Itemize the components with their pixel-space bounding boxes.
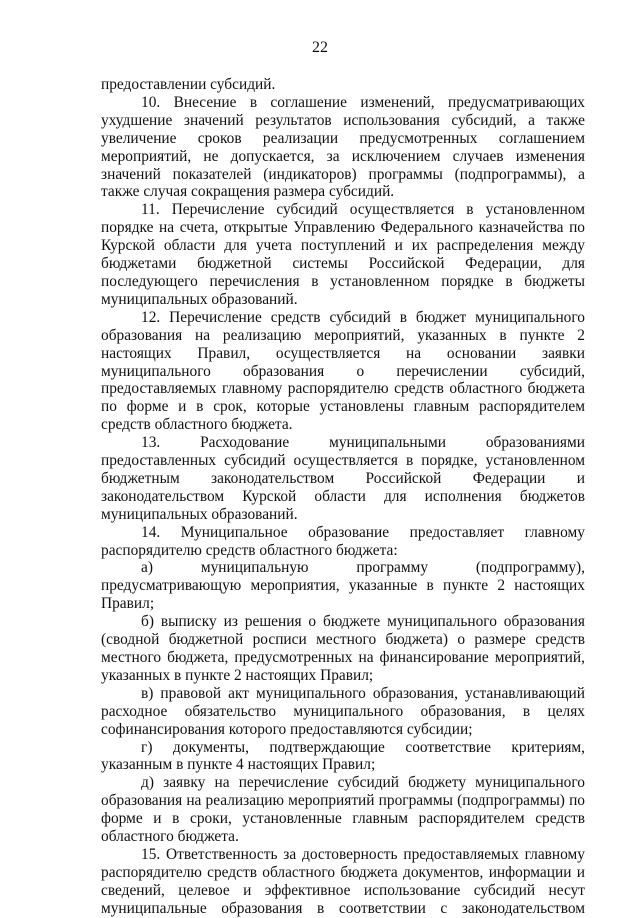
list-item-b: б) выписку из решения о бюджете муниципального образования (сводной бюджетной росписи местного бюджета) о размере средств местного бюджета, предусмотренных на финансирование мероприятий, указанных в пункте 2 настоящих Правил; bbox=[101, 613, 585, 684]
paragraph-11: 11. Перечисление субсидий осуществляется в установленном порядке на счета, открытые Управлению Федерального казначейства по Курской области для учета поступлений и их распределения между бюджетами бюджетной системы Российской Федерации, для последующего перечисления в установленном порядке в бюджеты муниципальных образований. bbox=[101, 201, 585, 308]
paragraph-10: 10. Внесение в соглашение изменений, предусматривающих ухудшение значений результатов использования субсидий, а также увеличение сроков реализации предусмотренных соглашением мероприятий, не допускается, за исключением случаев изменения значений показателей (индикаторов) программы (подпрограммы), а также случая сокращения размера субсидий. bbox=[101, 93, 585, 201]
paragraph-14: 14. Муниципальное образование предоставляет главному распорядителю средств областного бюджета: bbox=[101, 523, 585, 559]
paragraph-13: 13. Расходование муниципальными образованиями предоставленных субсидий осуществляется в порядке, установленном бюджетным законодательством Российской Федерации и законодательством Курской области для исполнения бюджетов муниципальных образований. bbox=[101, 434, 585, 523]
list-item-v: в) правовой акт муниципального образования, устанавливающий расходное обязательство муниципального образования, в целях софинансирования которого предоставляются субсидии; bbox=[101, 684, 585, 738]
page-number: 22 bbox=[312, 39, 328, 56]
paragraph-12: 12. Перечисление средств субсидий в бюджет муниципального образования на реализацию мероприятий, указанных в пункте 2 настоящих Правил, осуществляется на основании заявки муниципального образования о перечислении субсидий, предоставляемых главному распорядителю средств областного бюджета по форме и в срок, которые установлены главным распорядителем средств областного бюджета. bbox=[101, 308, 585, 434]
paragraph-15: 15. Ответственность за достоверность предоставляемых главному распорядителю средств областного бюджета документов, информации и сведений, целевое и эффективное использование субсидий несут муниципальные образования в соответствии с законодательством bbox=[101, 845, 585, 917]
document-body bbox=[101, 76, 585, 918]
list-item-g: г) документы, подтверждающие соответствие критериям, указанным в пункте 4 настоящих Правил; bbox=[101, 738, 585, 774]
list-item-d: д) заявку на перечисление субсидий бюджету муниципального образования на реализацию мероприятий программы (подпрограммы) по форме и в сроки, установленные главным распорядителем средств областного бюджета. bbox=[101, 774, 585, 846]
list-item-a: а) муниципальную программу (подпрограмму), предусматривающую мероприятия, указанные в пункте 2 настоящих Правил; bbox=[101, 559, 585, 613]
paragraph-continuation: предоставлении субсидий. bbox=[101, 76, 276, 93]
